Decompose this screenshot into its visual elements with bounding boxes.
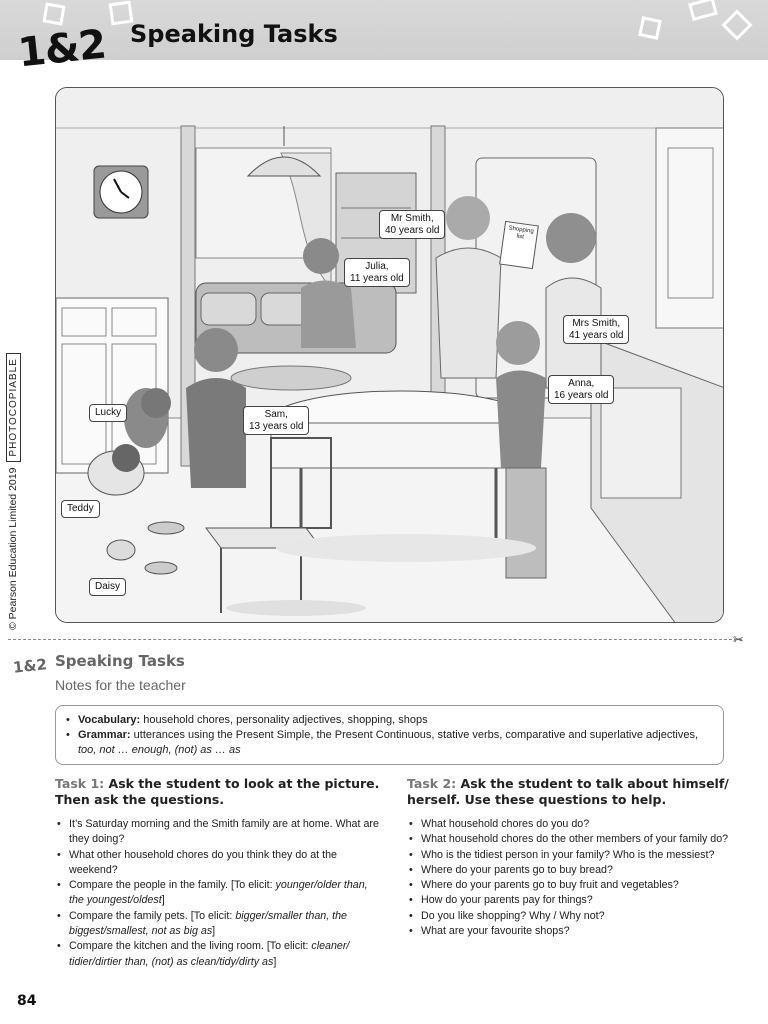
label-mrs-smith: Mrs Smith, 41 years old	[563, 315, 629, 344]
task-2	[407, 776, 737, 939]
vocabulary-item	[66, 713, 713, 728]
label-julia: Julia, 11 years old	[344, 258, 410, 287]
task-2-label: Task 2:	[407, 776, 457, 791]
grammar-italic: too, not … enough, (not) as … as	[78, 744, 241, 756]
grammar-label: Grammar:	[78, 729, 131, 741]
task-2-item: • Who is the tidiest person in your family? Who is the messiest?	[407, 848, 737, 863]
label-daisy: Daisy	[89, 578, 126, 596]
copyright-text: © Pearson Education Limited 2019	[7, 467, 19, 630]
task-1-item: • Compare the family pets. [To elicit: bigger/smaller than, the biggest/smallest, not as big as]	[55, 909, 385, 940]
vocabulary-grammar-box	[55, 705, 724, 765]
grammar-item	[66, 728, 713, 758]
task-2-item: • What are your favourite shops?	[407, 924, 737, 939]
label-anna: Anna, 16 years old	[548, 375, 614, 404]
notes-unit-number: 1&2	[12, 655, 48, 677]
task-2-item: • What household chores do the other members of your family do?	[407, 832, 737, 847]
task-1-item: • Compare the people in the family. [To elicit: younger/older than, the youngest/oldest]	[55, 878, 385, 909]
task-2-item: • How do your parents pay for things?	[407, 893, 737, 908]
task-2-item: • What household chores do you do?	[407, 817, 737, 832]
label-sam: Sam, 13 years old	[243, 406, 309, 435]
task-2-item: • Where do your parents go to buy fruit and vegetables?	[407, 878, 737, 893]
unit-number: 1&2	[15, 21, 108, 77]
task-1-item: • It’s Saturday morning and the Smith family are at home. What are they doing?	[55, 817, 385, 848]
task-1-heading	[55, 776, 385, 808]
grammar-text: utterances using the Present Simple, the Present Continuous, stative verbs, comparative and superlative adjectives,	[133, 729, 698, 741]
header-band	[0, 0, 768, 60]
vocabulary-label: Vocabulary:	[78, 714, 141, 726]
cut-line	[8, 639, 742, 640]
scene-illustration	[55, 87, 724, 623]
shopping-list-note: Shopping list	[499, 221, 539, 269]
page-number: 84	[17, 993, 37, 1009]
label-lucky: Lucky	[89, 404, 127, 422]
task-1-instruction: Ask the student to look at the picture. Then ask the questions.	[55, 776, 380, 807]
page-title: Speaking Tasks	[130, 20, 338, 48]
notes-title: Speaking Tasks	[55, 652, 185, 670]
label-mr-smith: Mr Smith, 40 years old	[379, 210, 445, 239]
decor-square	[638, 16, 662, 40]
task-1	[55, 776, 385, 970]
task-1-item: • Compare the kitchen and the living room. [To elicit: cleaner/ tidier/dirtier than, (not) as clean/tidy/dirty as]	[55, 939, 385, 970]
scene-drawing	[56, 88, 724, 623]
notes-subtitle: Notes for the teacher	[55, 677, 186, 693]
task-1-item: • What other household chores do you think they do at the weekend?	[55, 848, 385, 879]
decor-square	[688, 0, 718, 21]
decor-square	[42, 2, 65, 25]
task-2-instruction: Ask the student to talk about himself/ herself. Use these questions to help.	[407, 776, 729, 807]
label-teddy: Teddy	[61, 500, 100, 518]
decor-square	[721, 9, 752, 40]
task-1-label: Task 1:	[55, 776, 105, 791]
task-2-heading	[407, 776, 737, 808]
vocabulary-text: household chores, personality adjectives, shopping, shops	[143, 714, 428, 726]
scissors-icon: ✂	[733, 632, 744, 647]
photocopiable-badge: PHOTOCOPIABLE	[6, 353, 21, 461]
task-2-item: • Do you like shopping? Why / Why not?	[407, 909, 737, 924]
side-copyright	[2, 0, 24, 630]
task-2-item: • Where do your parents go to buy bread?	[407, 863, 737, 878]
